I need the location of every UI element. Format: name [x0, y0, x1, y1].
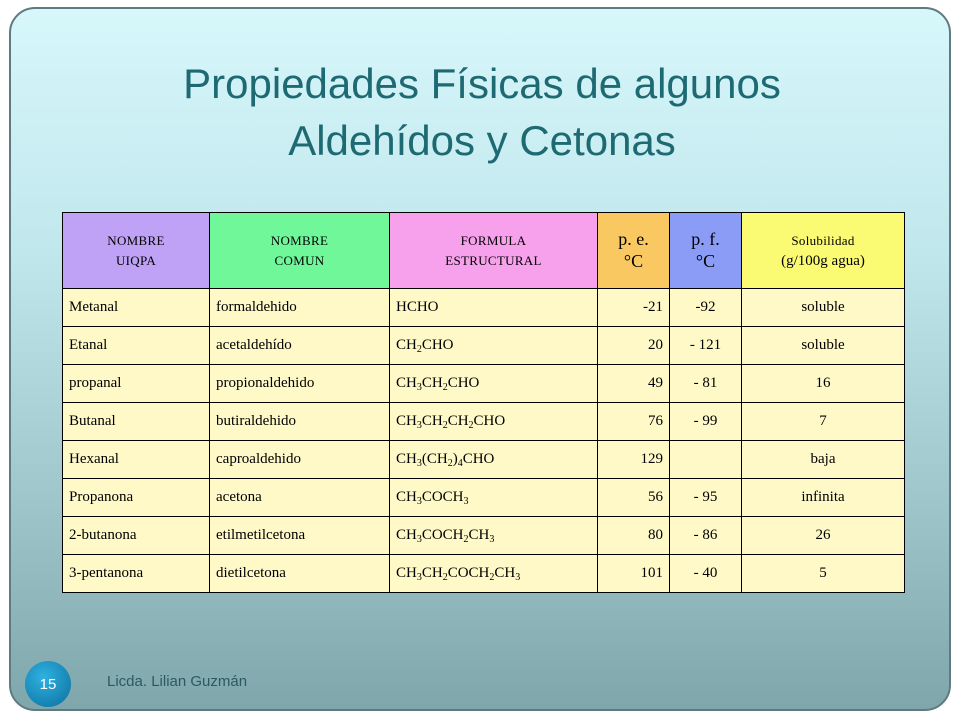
cell-nombre-uiqpa: Hexanal	[63, 441, 210, 479]
footer-author: Licda. Lilian Guzmán	[107, 673, 248, 690]
cell-nombre-uiqpa: 2-butanona	[63, 517, 210, 555]
cell-punto-ebullicion: 49	[598, 365, 670, 403]
cell-punto-fusion: - 86	[670, 517, 742, 555]
cell-nombre-uiqpa: Butanal	[63, 403, 210, 441]
table-row	[63, 555, 905, 593]
cell-nombre-uiqpa: propanal	[63, 365, 210, 403]
cell-solubilidad: soluble	[742, 289, 905, 327]
cell-solubilidad: infinita	[742, 479, 905, 517]
table-row	[63, 517, 905, 555]
cell-nombre-uiqpa: Metanal	[63, 289, 210, 327]
cell-formula: HCHO	[390, 289, 598, 327]
cell-nombre-comun: etilmetilcetona	[210, 517, 390, 555]
header-nombre-uiqpa: NOMBRE UIQPA	[63, 213, 210, 289]
table-row	[63, 441, 905, 479]
properties-table	[62, 212, 905, 593]
slide	[9, 7, 951, 711]
cell-nombre-comun: formaldehido	[210, 289, 390, 327]
header-nombre-comun: NOMBRE COMUN	[210, 213, 390, 289]
cell-nombre-comun: butiraldehido	[210, 403, 390, 441]
cell-nombre-uiqpa: Propanona	[63, 479, 210, 517]
cell-nombre-comun: dietilcetona	[210, 555, 390, 593]
cell-punto-ebullicion: 56	[598, 479, 670, 517]
cell-formula: $CH_3CH_2COCH_2CH_3$	[390, 555, 598, 593]
slide-title	[11, 55, 951, 169]
cell-solubilidad: 5	[742, 555, 905, 593]
cell-solubilidad: baja	[742, 441, 905, 479]
cell-punto-ebullicion: 129	[598, 441, 670, 479]
header-formula: FORMULA ESTRUCTURAL	[390, 213, 598, 289]
table-row	[63, 327, 905, 365]
header-punto-fusion: p. f. °C	[670, 213, 742, 289]
table-row	[63, 289, 905, 327]
header-punto-ebullicion: p. e. °C	[598, 213, 670, 289]
cell-punto-fusion: - 40	[670, 555, 742, 593]
cell-punto-fusion: -92	[670, 289, 742, 327]
cell-punto-fusion: - 99	[670, 403, 742, 441]
slide-title-line1: Propiedades Físicas de algunos	[183, 60, 781, 107]
cell-nombre-comun: acetaldehído	[210, 327, 390, 365]
cell-punto-fusion: - 95	[670, 479, 742, 517]
page-number-badge: 15	[25, 661, 71, 707]
cell-punto-fusion: - 121	[670, 327, 742, 365]
cell-formula: $CH_3COCH_3$	[390, 479, 598, 517]
cell-formula: $CH_3COCH_2CH_3$	[390, 517, 598, 555]
cell-formula: $CH_3(CH_2)_4CHO$	[390, 441, 598, 479]
cell-formula: $CH_3CH_2CH_2CHO$	[390, 403, 598, 441]
cell-solubilidad: soluble	[742, 327, 905, 365]
slide-title-line2: Aldehídos y Cetonas	[288, 117, 676, 164]
cell-nombre-comun: caproaldehido	[210, 441, 390, 479]
cell-punto-fusion	[670, 441, 742, 479]
cell-punto-ebullicion: 76	[598, 403, 670, 441]
table-row	[63, 365, 905, 403]
cell-nombre-uiqpa: 3-pentanona	[63, 555, 210, 593]
cell-solubilidad: 16	[742, 365, 905, 403]
cell-punto-ebullicion: 80	[598, 517, 670, 555]
table-row	[63, 479, 905, 517]
cell-solubilidad: 7	[742, 403, 905, 441]
cell-punto-ebullicion: -21	[598, 289, 670, 327]
cell-nombre-comun: propionaldehido	[210, 365, 390, 403]
cell-nombre-uiqpa: Etanal	[63, 327, 210, 365]
cell-formula: $CH_2CHO$	[390, 327, 598, 365]
cell-punto-ebullicion: 101	[598, 555, 670, 593]
cell-solubilidad: 26	[742, 517, 905, 555]
cell-punto-ebullicion: 20	[598, 327, 670, 365]
cell-formula: $CH_3CH_2CHO$	[390, 365, 598, 403]
header-solubilidad: Solubilidad (g/100g agua)	[742, 213, 905, 289]
table-header-row	[63, 213, 905, 289]
cell-punto-fusion: - 81	[670, 365, 742, 403]
cell-nombre-comun: acetona	[210, 479, 390, 517]
table-row	[63, 403, 905, 441]
